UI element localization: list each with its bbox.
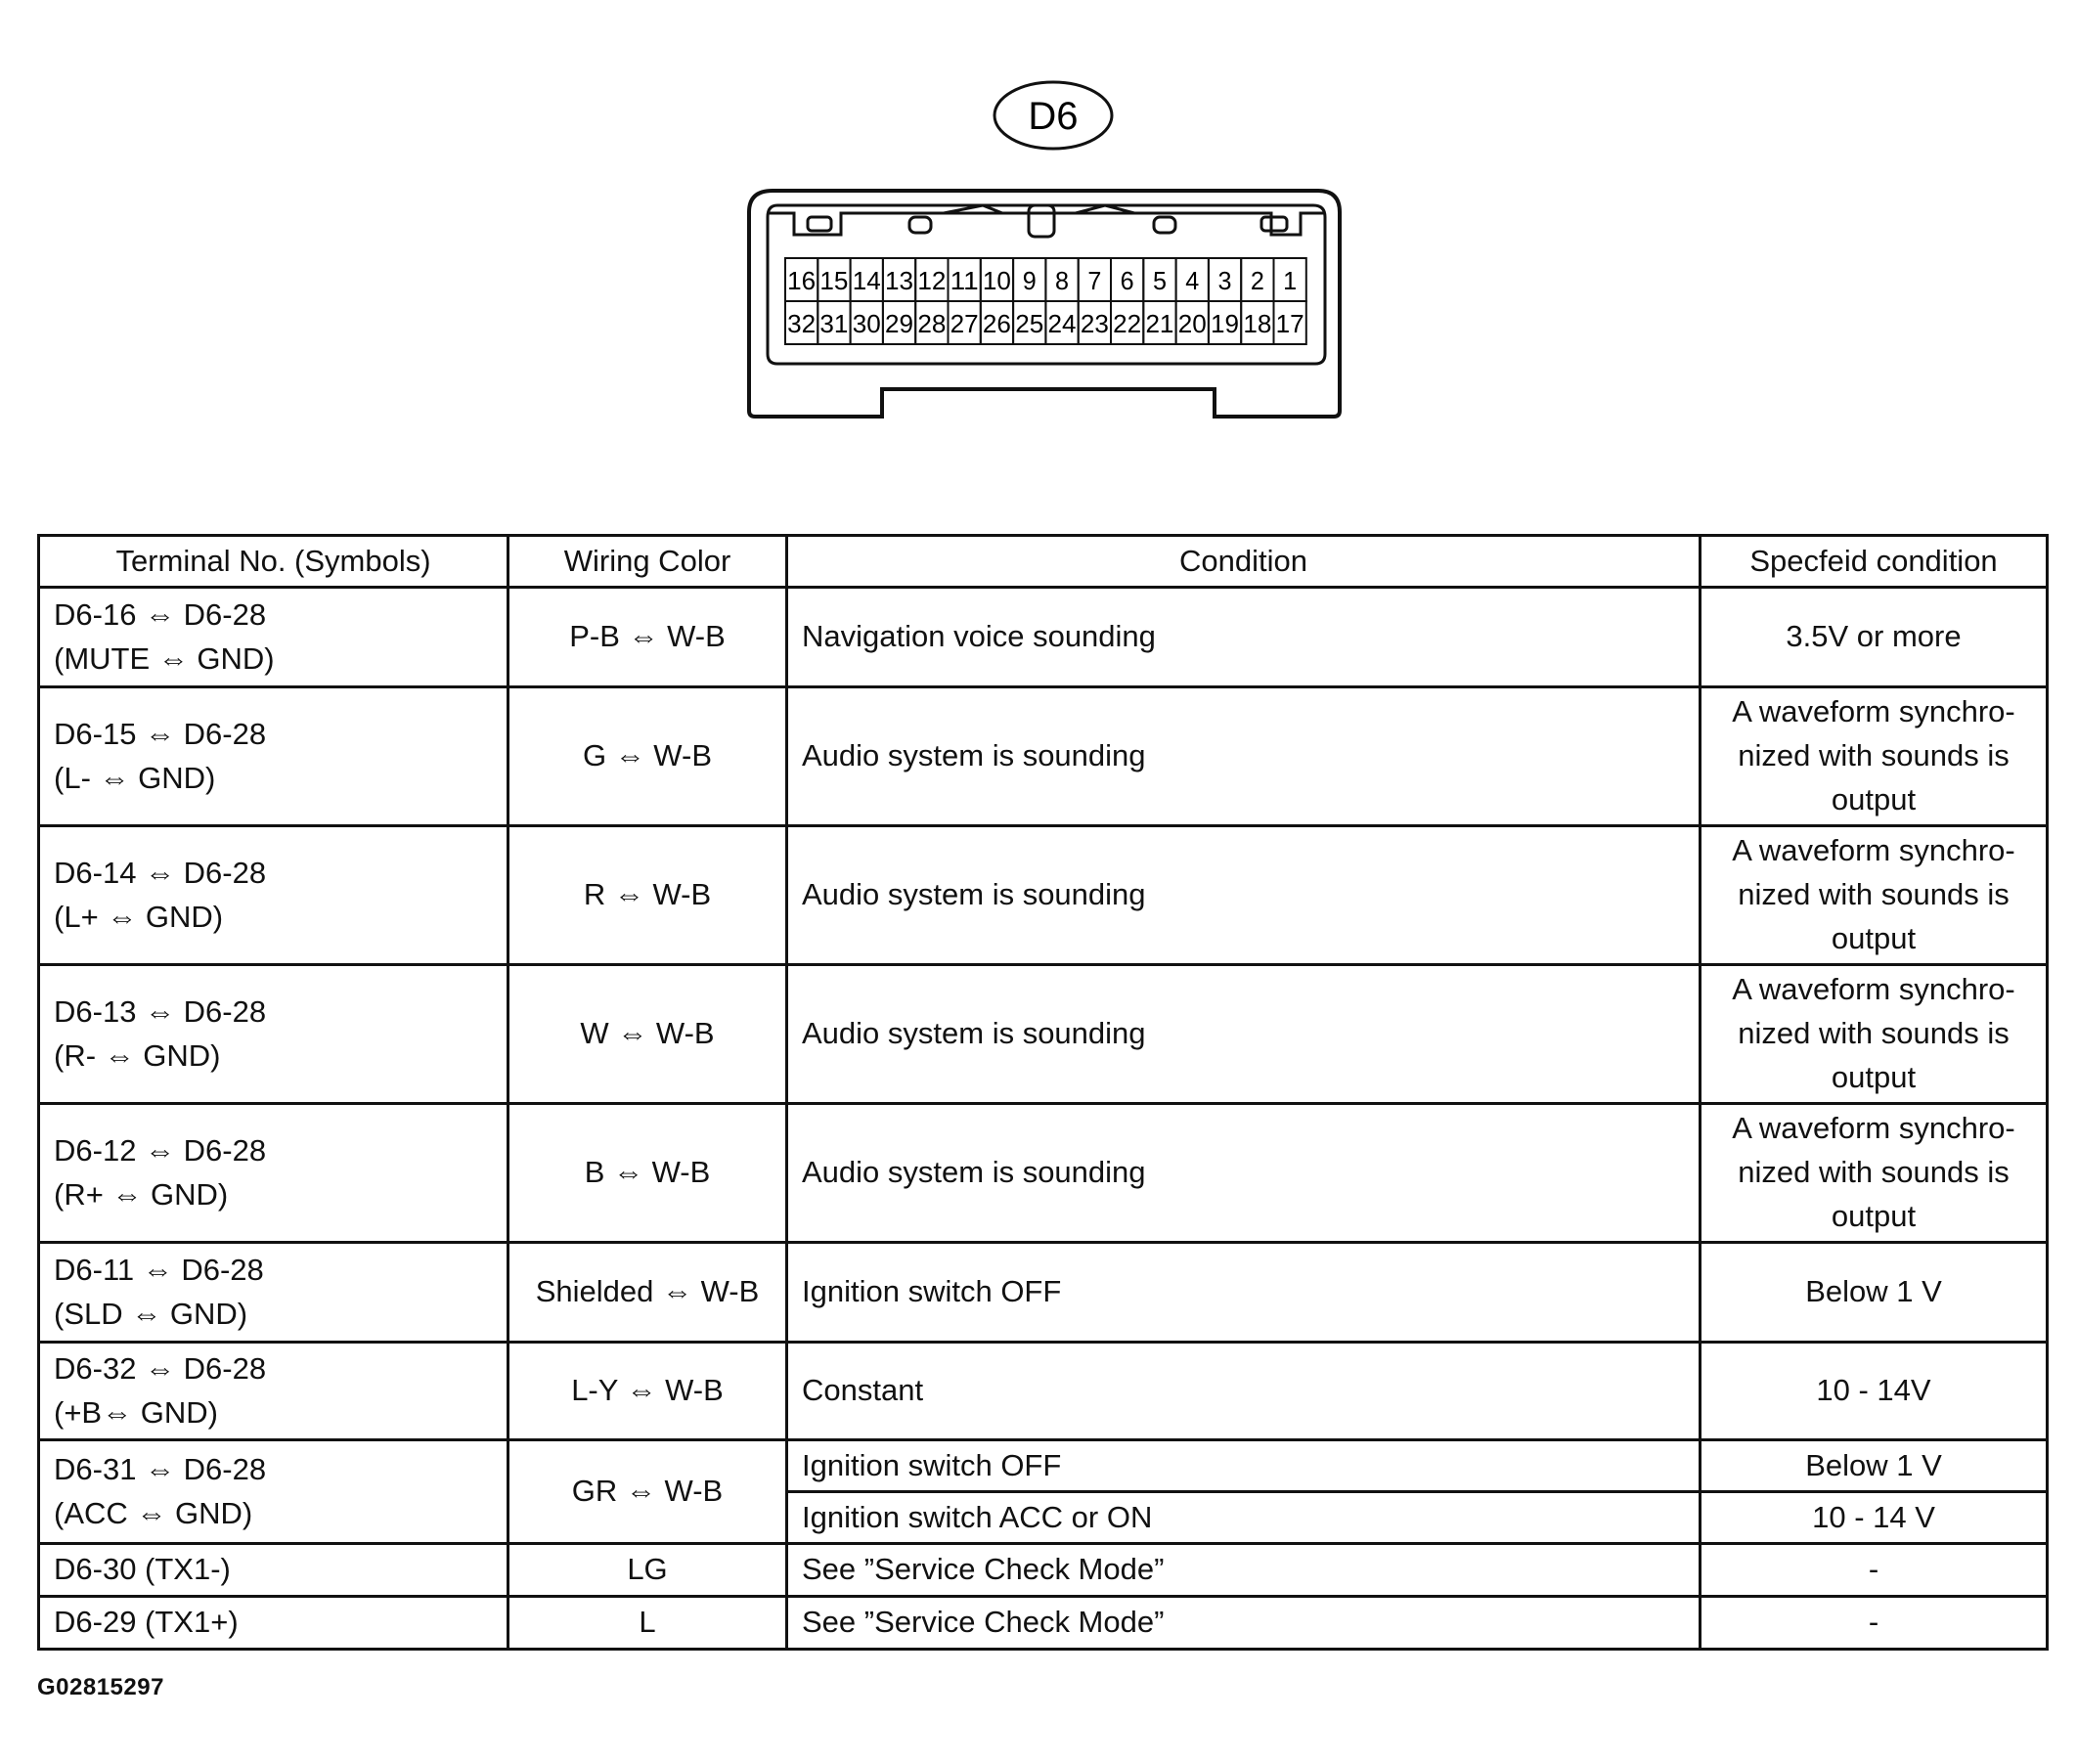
terminal-symbols: (MUTE ⇔ GND): [54, 640, 275, 676]
pin-number: 21: [1145, 309, 1174, 338]
terminal-cell: [39, 826, 508, 965]
pin-number: 11: [950, 266, 979, 295]
pin-number: 6: [1120, 266, 1134, 295]
terminal-pair: D6-14 ⇔ D6-28: [54, 855, 267, 890]
pin-number: 5: [1152, 266, 1167, 295]
specified-condition-cell: [1701, 1492, 2048, 1544]
pin-number: 3: [1217, 266, 1232, 295]
specified-condition-cell: [1701, 588, 2048, 687]
pin-number: 23: [1080, 309, 1109, 338]
connector-label: D6: [1028, 95, 1079, 138]
specified-condition-cell: [1701, 1243, 2048, 1343]
terminal-pair: D6-30 (TX1-): [54, 1552, 231, 1587]
terminal-cell: [39, 588, 508, 687]
wiring-color-cell: G ⇔ W-B: [508, 687, 787, 826]
connector-housing-outer: [749, 191, 1340, 417]
terminal-pair: D6-32 ⇔ D6-28: [54, 1350, 267, 1386]
wiring-color-cell: LG: [508, 1544, 787, 1597]
terminal-pair: D6-12 ⇔ D6-28: [54, 1132, 267, 1168]
pin-number: 1: [1283, 266, 1298, 295]
figure-code: G02815297: [37, 1674, 164, 1700]
pin-number: 30: [852, 309, 881, 338]
terminal-cell: [39, 1544, 508, 1597]
specified-condition-line: output: [1831, 1059, 1917, 1094]
pin-number: 12: [917, 266, 947, 295]
condition-cell: Audio system is sounding: [787, 687, 1701, 826]
specified-condition-line: -: [1868, 1552, 1879, 1587]
pin-grid: [785, 258, 1306, 344]
wiring-color-cell: P-B ⇔ W-B: [508, 588, 787, 687]
table-row: [39, 826, 2048, 965]
table-header-row: [39, 536, 2048, 588]
condition-cell: Ignition switch ACC or ON: [787, 1492, 1701, 1544]
pin-number: 20: [1177, 309, 1207, 338]
pin-number: 25: [1015, 309, 1044, 338]
wiring-color-cell: L: [508, 1597, 787, 1650]
specified-condition-cell: [1701, 1104, 2048, 1243]
table-row: [39, 1544, 2048, 1597]
pin-number: 2: [1250, 266, 1264, 295]
terminal-cell: [39, 1343, 508, 1440]
specified-condition-cell: [1701, 826, 2048, 965]
specified-condition-line: Below 1 V: [1805, 1447, 1942, 1482]
terminal-pair: D6-15 ⇔ D6-28: [54, 716, 267, 751]
header-specified-condition: Specfeid condition: [1701, 536, 2048, 588]
terminal-pair: D6-13 ⇔ D6-28: [54, 993, 267, 1029]
specified-condition-cell: [1701, 1440, 2048, 1492]
pin-number: 31: [819, 309, 849, 338]
specified-condition-line: nized with sounds is: [1738, 1016, 2010, 1051]
specified-condition-line: 10 - 14 V: [1812, 1499, 1935, 1534]
table-row: [39, 687, 2048, 826]
pin-number: 22: [1113, 309, 1142, 338]
header-terminal: Terminal No. (Symbols): [39, 536, 508, 588]
table-row: [39, 1243, 2048, 1343]
table-row: [39, 1440, 2048, 1492]
pin-number: 18: [1243, 309, 1272, 338]
terminal-symbols: (L- ⇔ GND): [54, 760, 216, 795]
pin-number: 17: [1275, 309, 1304, 338]
condition-cell: Audio system is sounding: [787, 1104, 1701, 1243]
terminal-symbols: (R+ ⇔ GND): [54, 1176, 229, 1212]
pin-number: 29: [885, 309, 914, 338]
specified-condition-line: A waveform synchro-: [1732, 972, 2015, 1007]
specified-condition-line: nized with sounds is: [1738, 1155, 2010, 1190]
wiring-color-cell: Shielded ⇔ W-B: [508, 1243, 787, 1343]
terminal-table: [37, 534, 2049, 1651]
header-condition: Condition: [787, 536, 1701, 588]
condition-cell: Ignition switch OFF: [787, 1440, 1701, 1492]
condition-cell: Constant: [787, 1343, 1701, 1440]
pin-number: 7: [1087, 266, 1102, 295]
terminal-pair: D6-16 ⇔ D6-28: [54, 596, 267, 632]
specified-condition-line: 3.5V or more: [1786, 619, 1962, 654]
condition-cell: See ”Service Check Mode”: [787, 1544, 1701, 1597]
pin-number: 15: [819, 266, 849, 295]
pin-number: 16: [787, 266, 817, 295]
terminal-symbols: (R- ⇔ GND): [54, 1037, 221, 1073]
wiring-color-cell: B ⇔ W-B: [508, 1104, 787, 1243]
specified-condition-line: A waveform synchro-: [1732, 1111, 2015, 1146]
specified-condition-cell: [1701, 687, 2048, 826]
specified-condition-line: Below 1 V: [1805, 1274, 1942, 1309]
specified-condition-line: output: [1831, 1198, 1917, 1233]
condition-cell: Audio system is sounding: [787, 965, 1701, 1104]
wiring-color-cell: L-Y ⇔ W-B: [508, 1343, 787, 1440]
pin-number: 24: [1047, 309, 1077, 338]
pin-number: 19: [1211, 309, 1240, 338]
table-body: [39, 588, 2048, 1650]
condition-cell: Ignition switch OFF: [787, 1243, 1701, 1343]
specified-condition-line: output: [1831, 920, 1917, 955]
terminal-cell: [39, 1104, 508, 1243]
terminal-pair: D6-31 ⇔ D6-28: [54, 1451, 267, 1486]
specified-condition-line: -: [1868, 1605, 1879, 1640]
terminal-pair: D6-11 ⇔ D6-28: [54, 1252, 264, 1287]
specified-condition-line: 10 - 14V: [1816, 1373, 1931, 1408]
specified-condition-line: A waveform synchro-: [1732, 833, 2015, 868]
pin-number: 26: [982, 309, 1011, 338]
specified-condition-line: nized with sounds is: [1738, 738, 2010, 773]
wiring-color-cell: W ⇔ W-B: [508, 965, 787, 1104]
connector-drawing: [0, 0, 2077, 460]
terminal-cell: [39, 1597, 508, 1650]
header-wiring-color: Wiring Color: [508, 536, 787, 588]
connector-keys: [768, 205, 1325, 237]
specified-condition-line: nized with sounds is: [1738, 877, 2010, 912]
table-row: [39, 1343, 2048, 1440]
specified-condition-cell: [1701, 1343, 2048, 1440]
specified-condition-cell: [1701, 965, 2048, 1104]
pin-number: 8: [1055, 266, 1070, 295]
terminal-cell: [39, 965, 508, 1104]
table-row: [39, 588, 2048, 687]
pin-number: 13: [885, 266, 914, 295]
specified-condition-cell: [1701, 1597, 2048, 1650]
terminal-cell: [39, 1243, 508, 1343]
wiring-color-cell: GR ⇔ W-B: [508, 1440, 787, 1544]
table-row: [39, 1597, 2048, 1650]
condition-cell: Audio system is sounding: [787, 826, 1701, 965]
table-row: [39, 1104, 2048, 1243]
pin-number: 32: [787, 309, 817, 338]
pin-number: 4: [1185, 266, 1200, 295]
specified-condition-line: A waveform synchro-: [1732, 694, 2015, 729]
wiring-color-cell: R ⇔ W-B: [508, 826, 787, 965]
pin-number: 10: [982, 266, 1011, 295]
condition-cell: Navigation voice sounding: [787, 588, 1701, 687]
terminal-cell: [39, 687, 508, 826]
specified-condition-cell: [1701, 1544, 2048, 1597]
table-row: [39, 965, 2048, 1104]
terminal-symbols: (+B⇔ GND): [54, 1394, 218, 1430]
pin-number: 28: [917, 309, 947, 338]
terminal-pair: D6-29 (TX1+): [54, 1605, 239, 1640]
specified-condition-line: output: [1831, 781, 1917, 816]
condition-cell: See ”Service Check Mode”: [787, 1597, 1701, 1650]
terminal-symbols: (SLD ⇔ GND): [54, 1296, 248, 1331]
pin-number: 27: [950, 309, 979, 338]
terminal-symbols: (L+ ⇔ GND): [54, 899, 224, 934]
terminal-cell: [39, 1440, 508, 1544]
pin-number: 14: [852, 266, 881, 295]
terminal-symbols: (ACC ⇔ GND): [54, 1495, 253, 1530]
pin-number: 9: [1022, 266, 1037, 295]
